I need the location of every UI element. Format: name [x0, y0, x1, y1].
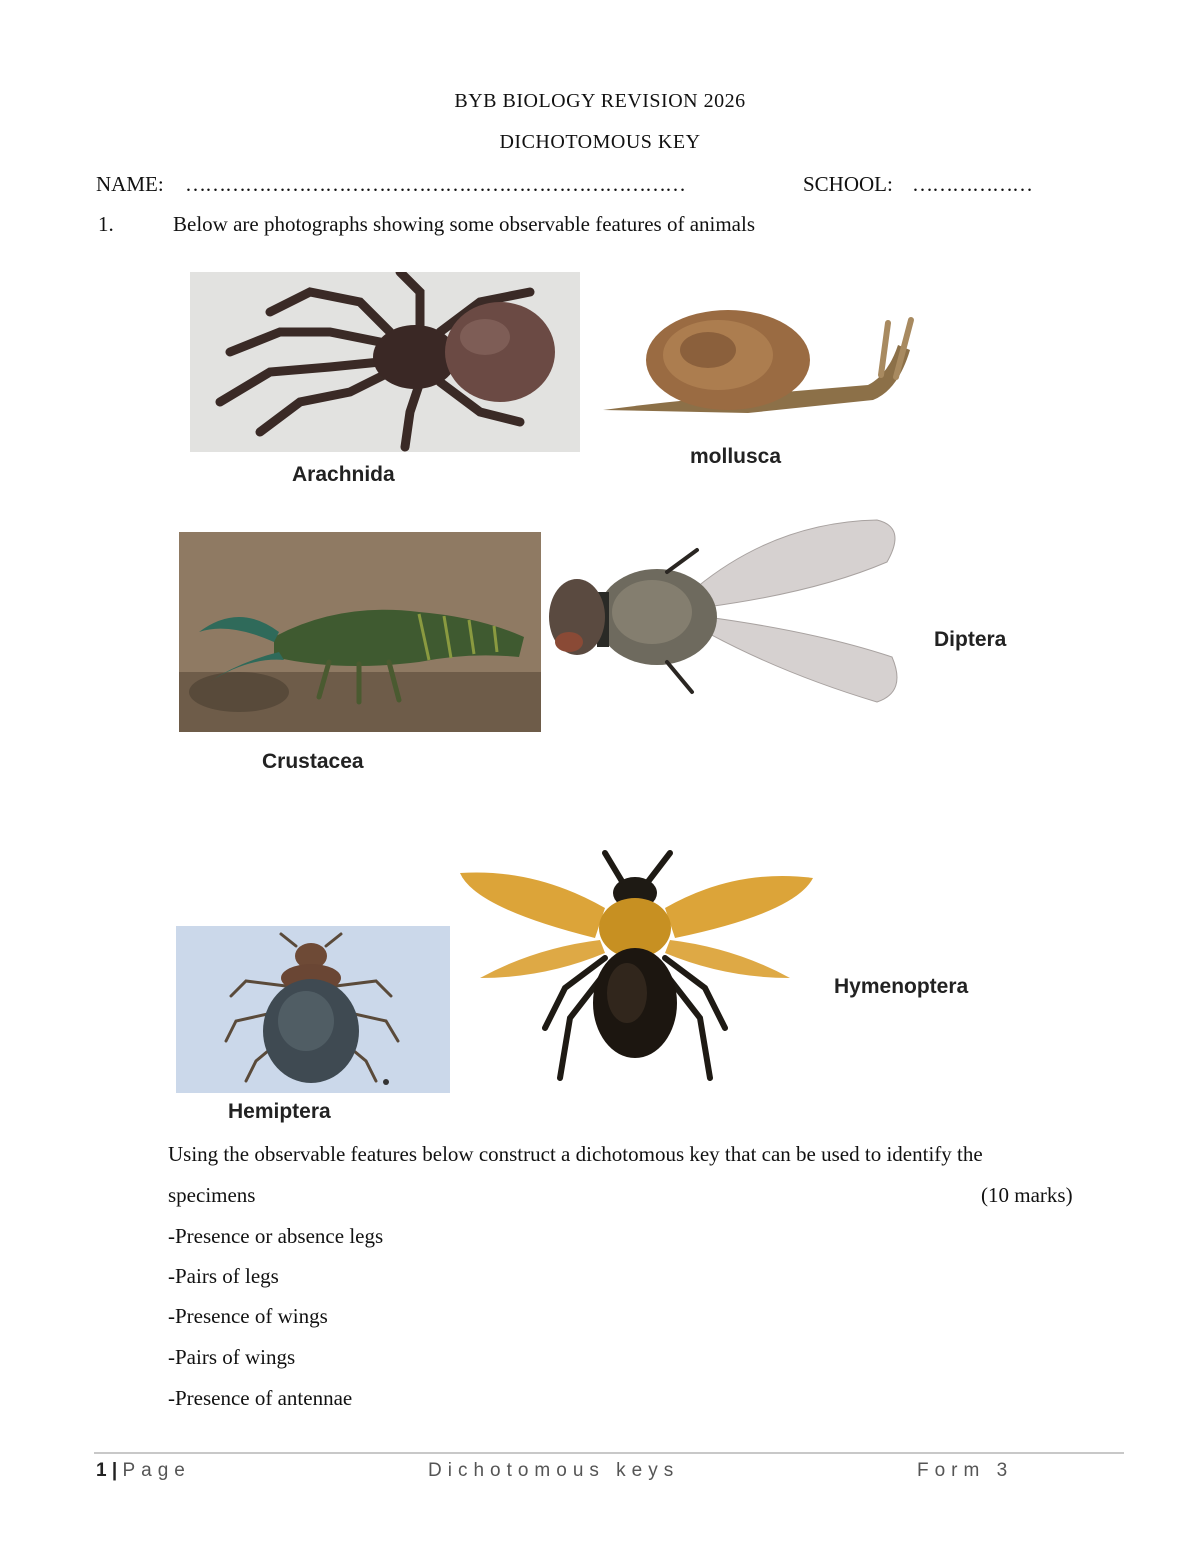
question-number: 1.: [98, 212, 114, 236]
feature-item: -Presence or absence legs: [168, 1224, 384, 1248]
housefly-photo: [547, 512, 912, 710]
footer-divider: [94, 1452, 1124, 1454]
page-word: Page: [122, 1460, 191, 1481]
spider-photo: [190, 272, 580, 452]
name-label: NAME:: [96, 172, 164, 196]
crayfish-photo: [179, 532, 541, 732]
document-title: BYB BIOLOGY REVISION 2026: [454, 90, 746, 112]
specimen-label-hemiptera: Hemiptera: [228, 1100, 331, 1123]
footer-right-text: Form 3: [917, 1460, 1014, 1481]
school-dotted-line: ………………: [912, 172, 1032, 196]
name-dotted-line: …………………………………………………………………: [185, 172, 685, 196]
bee-photo: [455, 848, 817, 1088]
feature-item: -Presence of antennae: [168, 1386, 353, 1410]
specimen-label-mollusca: mollusca: [690, 445, 782, 468]
marks-allocation: (10 marks): [981, 1183, 1073, 1207]
feature-item: -Presence of wings: [168, 1304, 328, 1328]
footer-center-text: Dichotomous keys: [428, 1460, 680, 1481]
instruction-line-2: specimens: [168, 1183, 256, 1207]
document-subtitle: DICHOTOMOUS KEY: [499, 131, 701, 153]
feature-item: -Pairs of legs: [168, 1264, 279, 1288]
bedbug-photo: [176, 926, 450, 1093]
feature-item: -Pairs of wings: [168, 1345, 296, 1369]
specimen-label-hymenoptera: Hymenoptera: [834, 975, 969, 998]
footer-page-number: 1 | Page: [96, 1460, 191, 1481]
question-intro: Below are photographs showing some observable features of animals: [173, 212, 756, 236]
instruction-line-1: Using the observable features below construct a dichotomous key that can be used to identify the: [168, 1142, 983, 1166]
snail-photo: [598, 305, 933, 420]
specimen-label-crustacea: Crustacea: [262, 750, 364, 773]
school-label: SCHOOL:: [803, 172, 893, 196]
specimen-label-diptera: Diptera: [934, 628, 1007, 651]
page-number: 1: [96, 1460, 107, 1481]
specimen-label-arachnida: Arachnida: [292, 463, 395, 486]
